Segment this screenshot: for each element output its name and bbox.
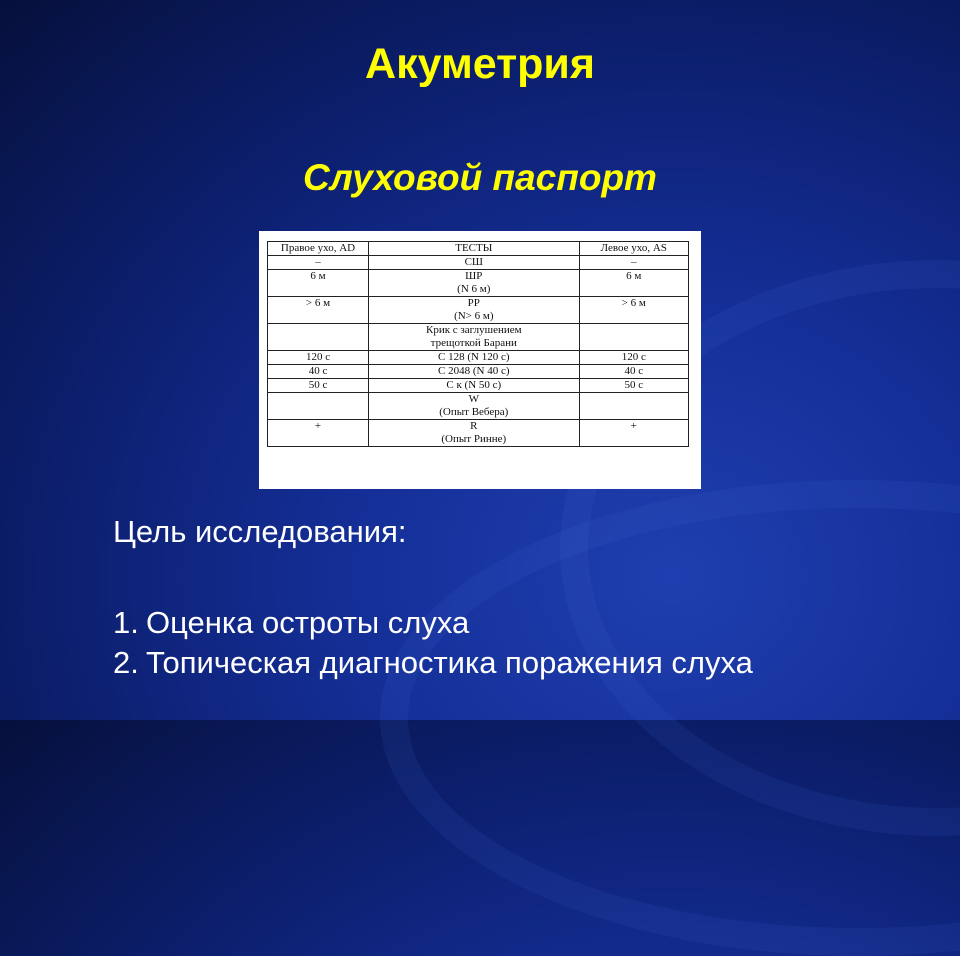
cell-text: РР bbox=[467, 297, 480, 309]
cell-text: + bbox=[314, 420, 322, 432]
cell-right-ear bbox=[268, 379, 369, 393]
cell-left-ear bbox=[579, 324, 688, 351]
goal-item-number: 2. bbox=[113, 645, 139, 680]
cell-test bbox=[369, 256, 580, 270]
table-header-row bbox=[268, 242, 689, 256]
goal-item-text: Топическая диагностика поражения слуха bbox=[146, 645, 753, 680]
cell-left-ear bbox=[579, 351, 688, 365]
table-row bbox=[268, 393, 689, 420]
cell-text: R bbox=[470, 420, 478, 432]
cell-left-ear bbox=[579, 379, 688, 393]
cell-left-ear bbox=[579, 393, 688, 420]
cell-test bbox=[369, 365, 580, 379]
cell-text: 40 с bbox=[624, 365, 644, 377]
cell-left-ear bbox=[579, 365, 688, 379]
cell-text: – bbox=[315, 256, 321, 268]
cell-test bbox=[369, 393, 580, 420]
cell-text: 50 с bbox=[624, 379, 644, 391]
cell-text: 6 м bbox=[626, 270, 642, 282]
table-row bbox=[268, 379, 689, 393]
cell-text: W bbox=[468, 393, 479, 405]
cell-left-ear bbox=[579, 420, 688, 447]
cell-text: 120 с bbox=[621, 351, 646, 363]
cell-right-ear bbox=[268, 420, 369, 447]
slide-subtitle: Слуховой паспорт bbox=[303, 157, 657, 198]
goal-list-item bbox=[113, 643, 753, 683]
cell-right-ear bbox=[268, 393, 369, 420]
cell-test bbox=[369, 420, 580, 447]
cell-left-ear bbox=[579, 270, 688, 297]
table-row bbox=[268, 351, 689, 365]
cell-text: 50 с bbox=[308, 379, 328, 391]
cell-text: (Опыт Ринне) bbox=[441, 433, 507, 445]
header-left-ear: Левое ухо, AS bbox=[579, 242, 688, 256]
table-row bbox=[268, 324, 689, 351]
cell-text: (Опыт Вебера) bbox=[439, 406, 509, 418]
cell-text: Крик с заглушением bbox=[425, 324, 522, 336]
cell-test bbox=[369, 270, 580, 297]
cell-left-ear bbox=[579, 297, 688, 324]
hearing-passport-table bbox=[267, 241, 689, 447]
slide-title: Акуметрия bbox=[365, 40, 595, 88]
goal-list bbox=[113, 603, 753, 683]
cell-text: С к (N 50 с) bbox=[446, 379, 502, 391]
cell-right-ear bbox=[268, 297, 369, 324]
cell-text: (N> 6 м) bbox=[454, 310, 494, 322]
cell-test bbox=[369, 351, 580, 365]
cell-right-ear bbox=[268, 365, 369, 379]
cell-test bbox=[369, 379, 580, 393]
table-row bbox=[268, 365, 689, 379]
cell-text: трещоткой Барани bbox=[430, 337, 517, 349]
background-swoosh bbox=[380, 480, 960, 956]
cell-text: (N 6 м) bbox=[457, 283, 491, 295]
cell-text: СШ bbox=[464, 256, 483, 268]
cell-test bbox=[369, 297, 580, 324]
cell-right-ear bbox=[268, 324, 369, 351]
cell-text: 6 м bbox=[310, 270, 326, 282]
goal-list-item bbox=[113, 603, 753, 643]
table-row bbox=[268, 256, 689, 270]
cell-text: С 128 (N 120 с) bbox=[438, 351, 510, 363]
header-tests: ТЕСТЫ bbox=[369, 242, 580, 256]
cell-right-ear bbox=[268, 351, 369, 365]
cell-left-ear bbox=[579, 256, 688, 270]
table-row bbox=[268, 270, 689, 297]
cell-text: 120 с bbox=[305, 351, 331, 363]
goal-item-number: 1. bbox=[113, 605, 139, 640]
cell-text: > 6 м bbox=[305, 297, 331, 309]
header-right-ear: Правое ухо, AD bbox=[268, 242, 369, 256]
cell-right-ear bbox=[268, 256, 369, 270]
cell-text: С 2048 (N 40 с) bbox=[438, 365, 510, 377]
table-row bbox=[268, 297, 689, 324]
cell-right-ear bbox=[268, 270, 369, 297]
cell-text: > 6 м bbox=[621, 297, 646, 309]
cell-text: – bbox=[631, 256, 637, 268]
table-row bbox=[268, 420, 689, 447]
cell-test bbox=[369, 324, 580, 351]
cell-text: 40 с bbox=[308, 365, 328, 377]
cell-text: ШР bbox=[465, 270, 483, 282]
goal-heading: Цель исследования: bbox=[113, 514, 407, 549]
cell-text: + bbox=[630, 420, 637, 432]
hearing-passport-image bbox=[259, 231, 701, 489]
goal-item-text: Оценка остроты слуха bbox=[146, 605, 470, 640]
